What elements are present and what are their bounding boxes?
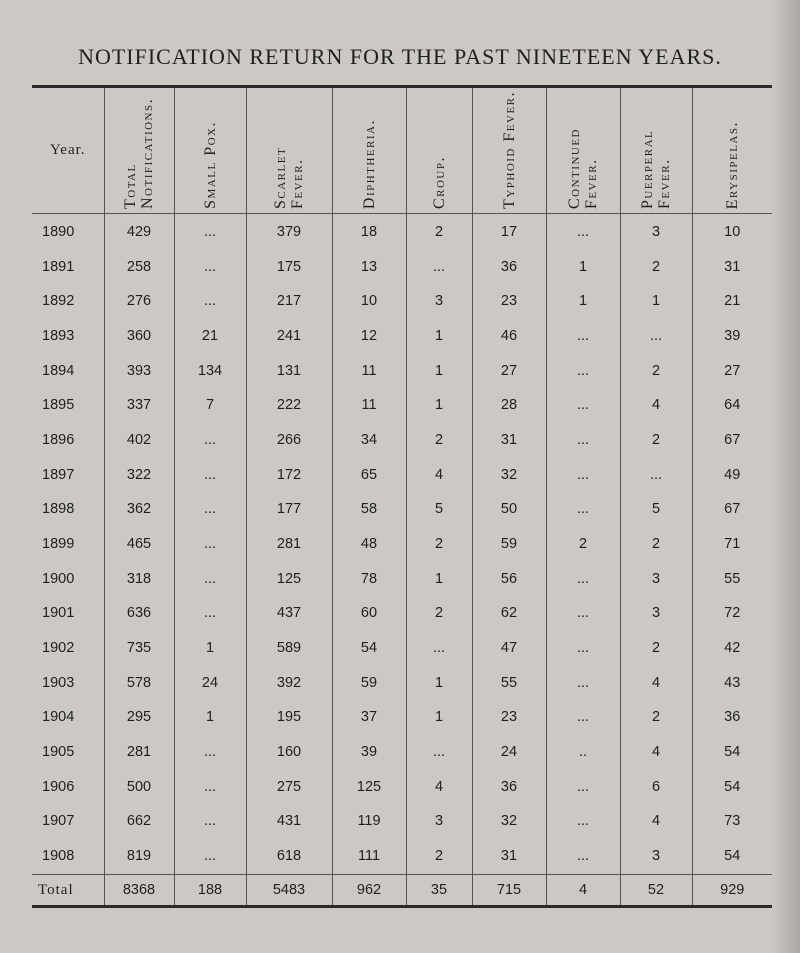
value-cell: 172 (246, 457, 332, 492)
table-row (32, 561, 772, 596)
value-cell: 4 (620, 665, 692, 700)
value-cell: 429 (104, 214, 174, 250)
header-label: Continued Fever. (566, 128, 600, 209)
total-cell: 52 (620, 875, 692, 907)
value-cell: 2 (406, 596, 472, 631)
value-cell: 819 (104, 839, 174, 875)
value-cell: 2 (620, 700, 692, 735)
value-cell: 11 (332, 353, 406, 388)
value-cell: 24 (174, 665, 246, 700)
table-row (32, 769, 772, 804)
value-cell: ... (546, 665, 620, 700)
value-cell: 7 (174, 388, 246, 423)
value-cell: 2 (406, 423, 472, 458)
value-cell: ... (546, 353, 620, 388)
value-cell: 10 (332, 284, 406, 319)
table-row (32, 665, 772, 700)
year-cell: 1894 (42, 362, 75, 379)
total-cell: 929 (692, 875, 772, 907)
table-row (32, 839, 772, 875)
year-cell: 1895 (42, 397, 75, 414)
value-cell: 125 (246, 561, 332, 596)
value-cell: 55 (472, 665, 546, 700)
header-total-notifications (104, 87, 174, 214)
value-cell: 217 (246, 284, 332, 319)
value-cell: 1 (174, 631, 246, 666)
value-cell: 64 (692, 388, 772, 423)
year-cell: 1904 (42, 709, 75, 726)
page-title: NOTIFICATION RETURN FOR THE PAST NINETEEN YEARS. (78, 44, 722, 69)
year-cell: 1908 (42, 848, 75, 865)
header-erysipelas (692, 87, 772, 214)
value-cell: 21 (174, 319, 246, 354)
year-cell: 1907 (42, 813, 75, 830)
value-cell: 134 (174, 353, 246, 388)
value-cell: 11 (332, 388, 406, 423)
value-cell: 23 (472, 700, 546, 735)
year-cell: 1897 (42, 466, 75, 483)
value-cell: ... (546, 700, 620, 735)
value-cell: 31 (472, 839, 546, 875)
value-cell: 393 (104, 353, 174, 388)
value-cell: 5 (620, 492, 692, 527)
value-cell: 1 (406, 700, 472, 735)
value-cell: ... (174, 492, 246, 527)
value-cell: 31 (692, 249, 772, 284)
total-cell: 35 (406, 875, 472, 907)
value-cell: 177 (246, 492, 332, 527)
value-cell: 37 (332, 700, 406, 735)
year-cell: 1902 (42, 639, 75, 656)
value-cell: 73 (692, 804, 772, 839)
value-cell: 56 (472, 561, 546, 596)
value-cell: 58 (332, 492, 406, 527)
value-cell: 34 (332, 423, 406, 458)
value-cell: ... (406, 735, 472, 770)
value-cell: 36 (472, 769, 546, 804)
value-cell: 281 (246, 527, 332, 562)
value-cell: 465 (104, 527, 174, 562)
table-row (32, 700, 772, 735)
value-cell: 402 (104, 423, 174, 458)
value-cell: 431 (246, 804, 332, 839)
value-cell: 10 (692, 214, 772, 250)
value-cell: ... (174, 839, 246, 875)
value-cell: 1 (620, 284, 692, 319)
value-cell: ... (174, 457, 246, 492)
value-cell: 258 (104, 249, 174, 284)
value-cell: 1 (406, 561, 472, 596)
value-cell: 18 (332, 214, 406, 250)
value-cell: ... (546, 804, 620, 839)
value-cell: 24 (472, 735, 546, 770)
header-typhoid-fever (472, 87, 546, 214)
header-scarlet-fever (246, 87, 332, 214)
total-cell: 8368 (104, 875, 174, 907)
value-cell: 3 (620, 596, 692, 631)
value-cell: 46 (472, 319, 546, 354)
value-cell: 54 (332, 631, 406, 666)
year-cell: 1893 (42, 327, 75, 344)
value-cell: 32 (472, 804, 546, 839)
value-cell: 1 (174, 700, 246, 735)
value-cell: 42 (692, 631, 772, 666)
value-cell: 4 (620, 388, 692, 423)
value-cell: 71 (692, 527, 772, 562)
value-cell: 54 (692, 769, 772, 804)
notification-table (32, 85, 772, 908)
value-cell: 4 (620, 804, 692, 839)
value-cell: 2 (620, 249, 692, 284)
value-cell: 222 (246, 388, 332, 423)
table-row (32, 423, 772, 458)
value-cell: 281 (104, 735, 174, 770)
value-cell: 618 (246, 839, 332, 875)
header-diphtheria (332, 87, 406, 214)
year-cell: 1906 (42, 778, 75, 795)
value-cell: 21 (692, 284, 772, 319)
value-cell: 59 (332, 665, 406, 700)
table-row (32, 353, 772, 388)
year-cell: 1901 (42, 605, 75, 622)
value-cell: ... (546, 631, 620, 666)
value-cell: 2 (620, 527, 692, 562)
value-cell: ... (174, 423, 246, 458)
header-croup (406, 87, 472, 214)
header-row (32, 87, 772, 214)
header-label: Typhoid Fever. (500, 91, 518, 209)
year-cell: 1900 (42, 570, 75, 587)
value-cell: 36 (472, 249, 546, 284)
value-cell: 437 (246, 596, 332, 631)
value-cell: 2 (620, 631, 692, 666)
value-cell: ... (546, 769, 620, 804)
value-cell: 1 (406, 319, 472, 354)
value-cell: ... (546, 839, 620, 875)
value-cell: 60 (332, 596, 406, 631)
value-cell: 662 (104, 804, 174, 839)
table-row (32, 735, 772, 770)
value-cell: ... (620, 319, 692, 354)
value-cell: ... (546, 492, 620, 527)
value-cell: 3 (406, 284, 472, 319)
value-cell: ... (546, 319, 620, 354)
table-row (32, 284, 772, 319)
header-year: Year. (32, 87, 104, 214)
value-cell: 47 (472, 631, 546, 666)
table-body (32, 214, 772, 875)
table-row (32, 596, 772, 631)
value-cell: 2 (620, 423, 692, 458)
value-cell: 27 (692, 353, 772, 388)
value-cell: 322 (104, 457, 174, 492)
value-cell: 54 (692, 735, 772, 770)
value-cell: 62 (472, 596, 546, 631)
total-cell: 188 (174, 875, 246, 907)
value-cell: 4 (406, 769, 472, 804)
value-cell: .. (546, 735, 620, 770)
value-cell: ... (620, 457, 692, 492)
value-cell: ... (406, 249, 472, 284)
total-cell: 4 (546, 875, 620, 907)
value-cell: 160 (246, 735, 332, 770)
value-cell: 67 (692, 492, 772, 527)
year-cell: 1903 (42, 674, 75, 691)
value-cell: 125 (332, 769, 406, 804)
value-cell: ... (174, 527, 246, 562)
value-cell: 266 (246, 423, 332, 458)
value-cell: 39 (332, 735, 406, 770)
value-cell: 275 (246, 769, 332, 804)
value-cell: 3 (620, 214, 692, 250)
total-cell: 5483 (246, 875, 332, 907)
year-cell: 1892 (42, 293, 75, 310)
total-cell: 715 (472, 875, 546, 907)
total-row (32, 875, 772, 907)
value-cell: 65 (332, 457, 406, 492)
value-cell: 27 (472, 353, 546, 388)
value-cell: 318 (104, 561, 174, 596)
value-cell: 36 (692, 700, 772, 735)
table-row (32, 249, 772, 284)
value-cell: 67 (692, 423, 772, 458)
value-cell: 5 (406, 492, 472, 527)
value-cell: 2 (406, 839, 472, 875)
value-cell: 241 (246, 319, 332, 354)
year-cell: 1896 (42, 431, 75, 448)
value-cell: 636 (104, 596, 174, 631)
value-cell: 6 (620, 769, 692, 804)
value-cell: 78 (332, 561, 406, 596)
value-cell: ... (546, 423, 620, 458)
value-cell: 2 (546, 527, 620, 562)
value-cell: 39 (692, 319, 772, 354)
value-cell: 276 (104, 284, 174, 319)
value-cell: 2 (620, 353, 692, 388)
value-cell: 337 (104, 388, 174, 423)
value-cell: ... (406, 631, 472, 666)
value-cell: 4 (406, 457, 472, 492)
value-cell: ... (546, 214, 620, 250)
value-cell: 119 (332, 804, 406, 839)
value-cell: 13 (332, 249, 406, 284)
value-cell: 589 (246, 631, 332, 666)
value-cell: 1 (406, 353, 472, 388)
value-cell: ... (174, 735, 246, 770)
value-cell: 360 (104, 319, 174, 354)
value-cell: ... (546, 561, 620, 596)
value-cell: 3 (620, 839, 692, 875)
year-cell: 1899 (42, 535, 75, 552)
table-row (32, 492, 772, 527)
header-label: Small Pox. (201, 121, 219, 209)
header-continued-fever (546, 87, 620, 214)
year-cell: 1905 (42, 743, 75, 760)
table-row (32, 804, 772, 839)
value-cell: 1 (546, 249, 620, 284)
value-cell: ... (174, 561, 246, 596)
value-cell: 50 (472, 492, 546, 527)
value-cell: 1 (406, 388, 472, 423)
value-cell: 48 (332, 527, 406, 562)
value-cell: 2 (406, 527, 472, 562)
value-cell: ... (174, 596, 246, 631)
table-row (32, 457, 772, 492)
value-cell: 735 (104, 631, 174, 666)
value-cell: 3 (620, 561, 692, 596)
value-cell: 295 (104, 700, 174, 735)
value-cell: 54 (692, 839, 772, 875)
value-cell: 195 (246, 700, 332, 735)
table-row (32, 631, 772, 666)
value-cell: ... (546, 388, 620, 423)
value-cell: 578 (104, 665, 174, 700)
value-cell: 17 (472, 214, 546, 250)
header-label: Total Notifications. (122, 97, 156, 209)
total-cell: 962 (332, 875, 406, 907)
value-cell: ... (174, 249, 246, 284)
value-cell: 4 (620, 735, 692, 770)
year-cell: 1890 (42, 223, 75, 240)
value-cell: 175 (246, 249, 332, 284)
value-cell: 2 (406, 214, 472, 250)
total-label: Total (32, 875, 104, 907)
table-row (32, 319, 772, 354)
value-cell: 32 (472, 457, 546, 492)
value-cell: 49 (692, 457, 772, 492)
value-cell: 1 (406, 665, 472, 700)
value-cell: ... (174, 769, 246, 804)
value-cell: 500 (104, 769, 174, 804)
header-label: Croup. (430, 155, 448, 209)
year-cell: 1898 (42, 501, 75, 518)
header-label: Diphtheria. (360, 118, 378, 209)
page-edge-shadow (772, 0, 800, 953)
value-cell: 1 (546, 284, 620, 319)
value-cell: ... (546, 596, 620, 631)
value-cell: 12 (332, 319, 406, 354)
table-row (32, 527, 772, 562)
header-label: Erysipelas. (723, 120, 741, 209)
table-row (32, 214, 772, 250)
year-cell: 1891 (42, 258, 75, 275)
value-cell: 72 (692, 596, 772, 631)
value-cell: 131 (246, 353, 332, 388)
value-cell: 362 (104, 492, 174, 527)
value-cell: 3 (406, 804, 472, 839)
value-cell: 28 (472, 388, 546, 423)
value-cell: ... (174, 214, 246, 250)
value-cell: 59 (472, 527, 546, 562)
header-label: Scarlet Fever. (272, 146, 306, 209)
value-cell: 31 (472, 423, 546, 458)
value-cell: 43 (692, 665, 772, 700)
value-cell: 23 (472, 284, 546, 319)
value-cell: ... (174, 284, 246, 319)
header-small-pox (174, 87, 246, 214)
value-cell: 55 (692, 561, 772, 596)
header-label: Puerperal Fever. (639, 129, 673, 209)
value-cell: 392 (246, 665, 332, 700)
header-puerperal-fever (620, 87, 692, 214)
value-cell: ... (546, 457, 620, 492)
value-cell: ... (174, 804, 246, 839)
value-cell: 111 (332, 839, 406, 875)
table-row (32, 388, 772, 423)
value-cell: 379 (246, 214, 332, 250)
